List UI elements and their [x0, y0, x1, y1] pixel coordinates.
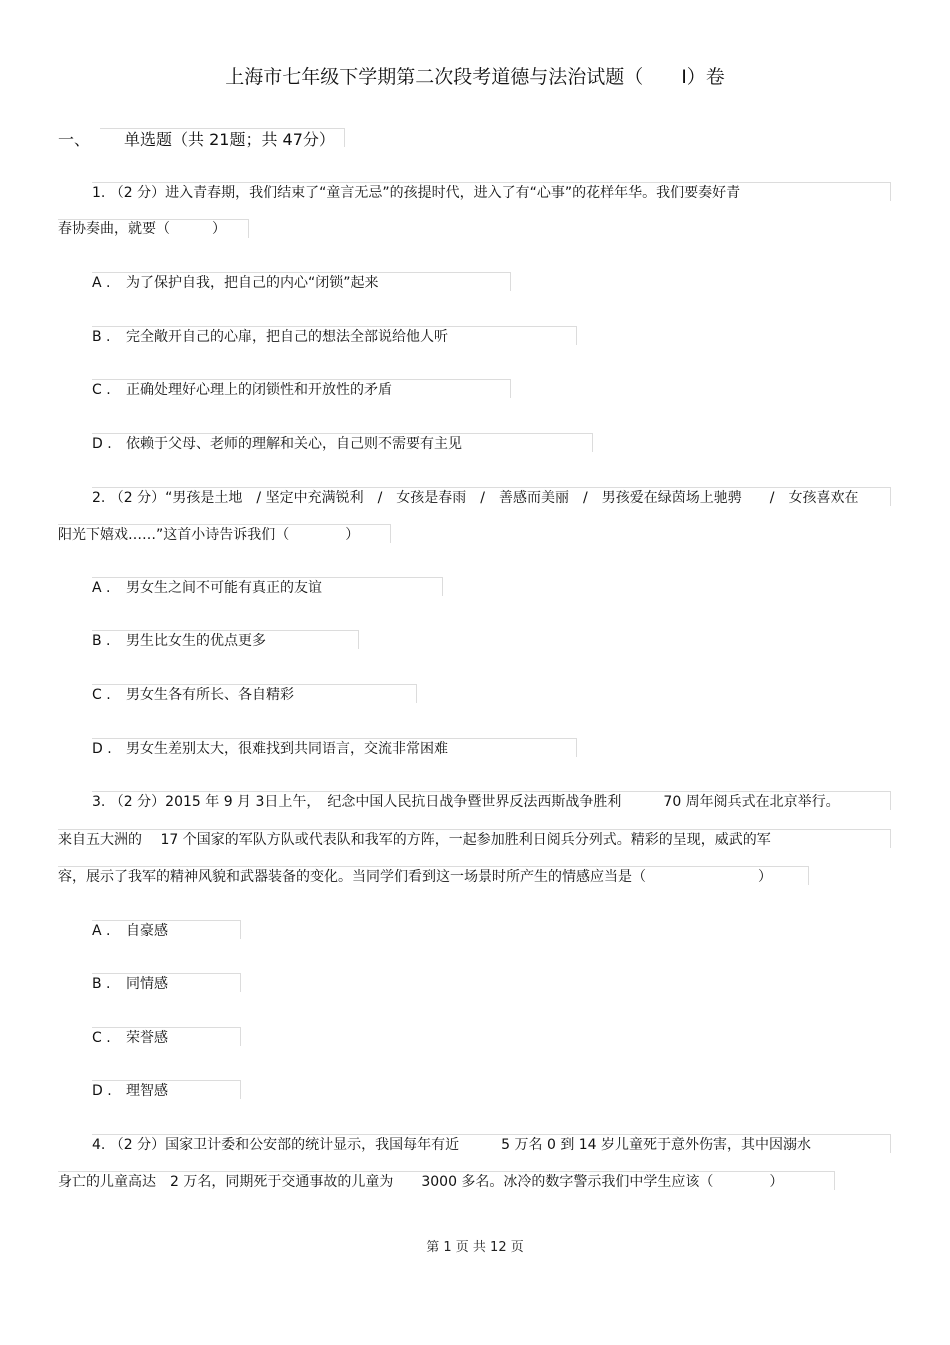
- page-footer: 第 1 页 共 12 页: [426, 1240, 524, 1255]
- question-3-rule-2: [58, 829, 891, 848]
- section-underline: [100, 128, 345, 147]
- page-title: 上海市七年级下学期第二次段考道德与法治试题（ I）卷: [225, 66, 725, 88]
- question-2-option-d[interactable]: D . 男女生差别太大，很难找到共同语言，交流非常困难: [92, 741, 448, 757]
- question-1-rule-2: [58, 219, 249, 238]
- question-1-line-1: 1. （2 分）进入青春期，我们结束了“童言无忌”的孩提时代，进入了有“心事”的花样年华。我们要奏好青: [92, 185, 741, 201]
- question-1-option-c[interactable]: C . 正确处理好心理上的闭锁性和开放性的矛盾: [92, 382, 392, 398]
- question-1-option-a[interactable]: A . 为了保护自我，把自己的内心“闭锁”起来: [92, 275, 379, 291]
- question-2-rule: [92, 487, 891, 506]
- question-1-option-b[interactable]: B . 完全敞开自己的心扉，把自己的想法全部说给他人听: [92, 329, 448, 345]
- question-3-rule: [92, 791, 891, 810]
- question-2-option-c[interactable]: C . 男女生各有所长、各自精彩: [92, 687, 294, 703]
- question-2-rule-2: [58, 524, 391, 543]
- question-3-line-2: 来自五大洲的 17 个国家的军队方队或代表队和我军的方阵，一起参加胜利日阅兵分列式。精彩的呈现，威武的军: [58, 832, 771, 848]
- question-3-option-d[interactable]: D . 理智感: [92, 1083, 168, 1099]
- question-4-rule-2: [58, 1171, 835, 1190]
- question-3-rule-3: [58, 866, 809, 885]
- question-4-line-1: 4. （2 分）国家卫计委和公安部的统计显示，我国每年有近 5 万名 0 到 14 岁儿童死于意外伤害，其中因溺水: [92, 1137, 812, 1153]
- section-number: 一、: [58, 130, 91, 149]
- option-rule: [92, 630, 359, 649]
- question-4-line-2: 身亡的儿童高达 2 万名，同期死于交通事故的儿童为 3000 多名。冰冷的数字警示我们中学生应该（ ）: [58, 1174, 784, 1190]
- question-3-line-1: 3. （2 分）2015 年 9 月 3日上午， 纪念中国人民抗日战争暨世界反法西斯战争胜利 70 周年阅兵式在北京举行。: [92, 794, 840, 810]
- option-rule: [92, 1080, 241, 1099]
- question-1-option-d[interactable]: D . 依赖于父母、老师的理解和关心，自己则不需要有主见: [92, 436, 462, 452]
- question-1-line-2: 春协奏曲，就要（ ）: [58, 221, 226, 237]
- question-2-option-a[interactable]: A . 男女生之间不可能有真正的友谊: [92, 580, 322, 596]
- question-2-option-b[interactable]: B . 男生比女生的优点更多: [92, 633, 266, 649]
- section-label: 单选题（共 21题；共 47分）: [124, 130, 335, 149]
- question-2-line-1: 2. （2 分）“男孩是土地 / 坚定中充满锐利 / 女孩是春雨 / 善感而美丽 / 男孩爱在绿茵场上驰骋 / 女孩喜欢在: [92, 490, 859, 506]
- option-rule: [92, 684, 417, 703]
- question-3-option-c[interactable]: C . 荣誉感: [92, 1030, 168, 1046]
- option-rule: [92, 1027, 241, 1046]
- option-rule: [92, 920, 241, 939]
- option-rule: [92, 272, 511, 291]
- question-3-option-b[interactable]: B . 同情感: [92, 976, 168, 992]
- question-2-line-2: 阳光下嬉戏……”这首小诗告诉我们（ ）: [58, 527, 360, 543]
- option-rule: [92, 326, 577, 345]
- question-4-rule: [92, 1134, 891, 1153]
- question-3-line-3: 容，展示了我军的精神风貌和武器装备的变化。当同学们看到这一场景时所产生的情感应当是（ ）: [58, 869, 772, 885]
- question-3-option-a[interactable]: A . 自豪感: [92, 923, 168, 939]
- option-rule: [92, 738, 577, 757]
- option-rule: [92, 973, 241, 992]
- option-rule: [92, 433, 593, 452]
- option-rule: [92, 577, 443, 596]
- option-rule: [92, 379, 511, 398]
- question-1-rule: [92, 182, 891, 201]
